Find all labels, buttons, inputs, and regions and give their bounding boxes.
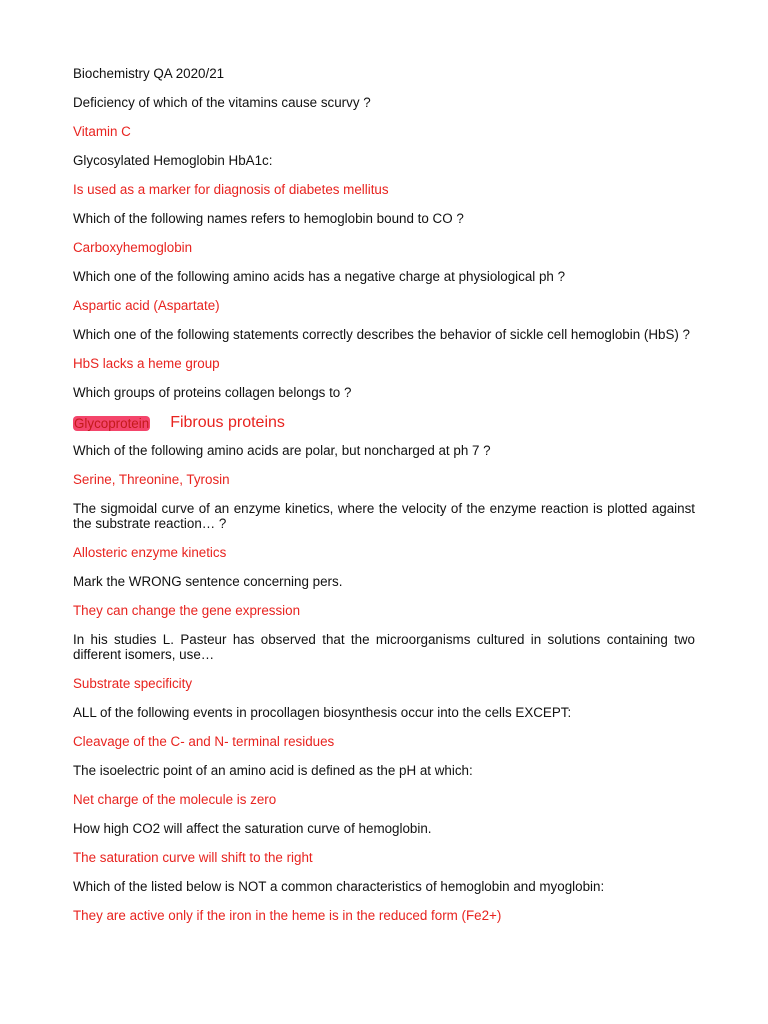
answer-10: Substrate specificity (73, 676, 193, 691)
question-12: The isoelectric point of an amino acid is defined as the pH at which: (73, 763, 473, 778)
answer-12: Net charge of the molecule is zero (73, 792, 277, 807)
question-9: Mark the WRONG sentence concerning pers. (73, 574, 343, 589)
document-title: Biochemistry QA 2020/21 (73, 66, 225, 81)
answer-13: The saturation curve will shift to the right (73, 850, 313, 865)
document-page (73, 66, 695, 937)
question-11: ALL of the following events in procollagen biosynthesis occur into the cells EXCEPT: (73, 705, 572, 720)
question-8: The sigmoidal curve of an enzyme kinetics, where the velocity of the enzyme reaction is plotted against the substrate reaction… ? (73, 501, 695, 531)
question-5: Which one of the following statements correctly describes the behavior of sickle cell hemoglobin (HbS) ? (73, 327, 691, 342)
question-2: Glycosylated Hemoglobin HbA1c: (73, 153, 273, 168)
question-6: Which groups of proteins collagen belongs to ? (73, 385, 352, 400)
question-14: Which of the listed below is NOT a common characteristics of hemoglobin and myoglobin: (73, 879, 605, 894)
highlighted-answer: Glycoprotein (74, 415, 150, 431)
answer-7: Serine, Threonine, Tyrosin (73, 472, 230, 487)
question-7: Which of the following amino acids are polar, but noncharged at ph 7 ? (73, 443, 491, 458)
question-3: Which of the following names refers to hemoglobin bound to CO ? (73, 211, 464, 226)
question-10: In his studies L. Pasteur has observed that the microorganisms cultured in solutions containing two different isomers, use… (73, 632, 695, 662)
large-answer: Fibrous proteins (170, 414, 285, 431)
question-13: How high CO2 will affect the saturation curve of hemoglobin. (73, 821, 432, 836)
answer-9: They can change the gene expression (73, 603, 301, 618)
answer-5: HbS lacks a heme group (73, 356, 220, 371)
answer-3: Carboxyhemoglobin (73, 240, 193, 255)
answer-6 (73, 414, 695, 432)
answer-2: Is used as a marker for diagnosis of diabetes mellitus (73, 182, 389, 197)
answer-8: Allosteric enzyme kinetics (73, 545, 227, 560)
answer-14: They are active only if the iron in the heme is in the reduced form (Fe2+) (73, 908, 502, 923)
answer-11: Cleavage of the C- and N- terminal residues (73, 734, 335, 749)
answer-4: Aspartic acid (Aspartate) (73, 298, 220, 313)
question-1: Deficiency of which of the vitamins cause scurvy ? (73, 95, 371, 110)
answer-1: Vitamin C (73, 124, 131, 139)
question-4: Which one of the following amino acids has a negative charge at physiological ph ? (73, 269, 566, 284)
